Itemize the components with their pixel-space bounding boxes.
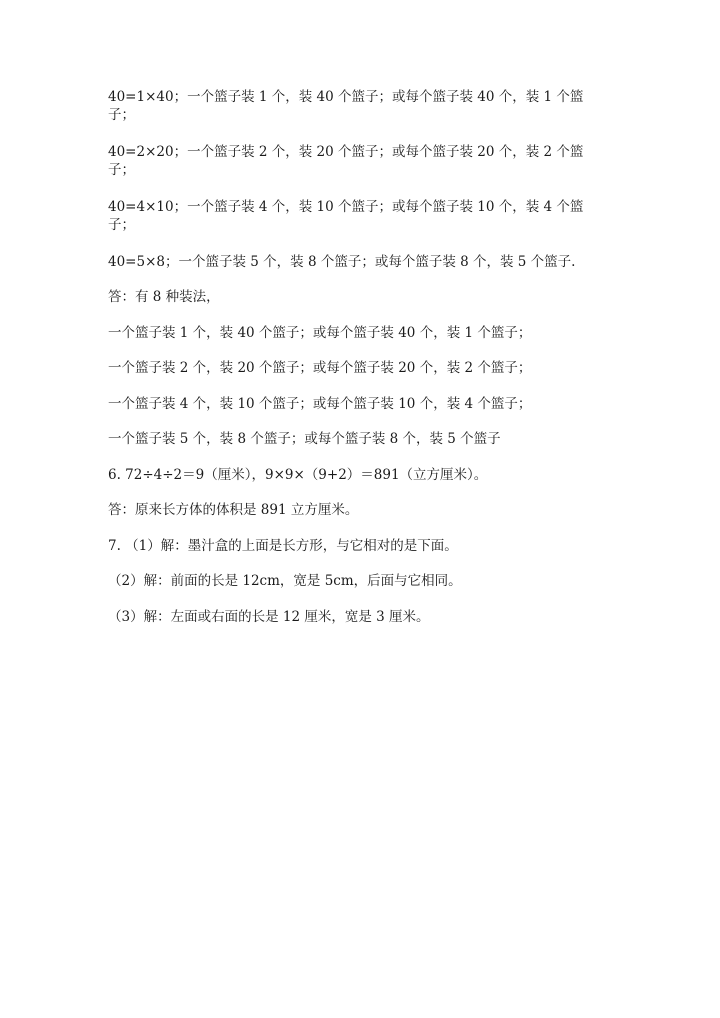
answer-line-1: 一个篮子装 1 个，装 40 个篮子；或每个篮子装 40 个，装 1 个篮子； — [108, 325, 532, 341]
problem-7-part-3: （3）解：左面或右面的长是 12 厘米，宽是 3 厘米。 — [108, 609, 430, 625]
problem-6-answer: 答：原来长方体的体积是 891 立方厘米。 — [108, 502, 359, 518]
answer-8-ways: 答：有 8 种装法， — [108, 289, 220, 305]
paragraph-40-eq-2x20: 40=2×20；一个篮子装 2 个，装 20 个篮子；或每个篮子装 20 个，装 2 个篮子； — [108, 144, 584, 178]
answer-line-4: 一个篮子装 5 个，装 8 个篮子；或每个篮子装 8 个，装 5 个篮子 — [108, 431, 501, 447]
paragraph-40-eq-5x8: 40=5×8；一个篮子装 5 个，装 8 个篮子；或每个篮子装 8 个，装 5 个篮子. — [108, 254, 576, 270]
problem-7-part-2: （2）解：前面的长是 12cm，宽是 5cm，后面与它相同。 — [108, 573, 462, 589]
paragraph-40-eq-1x40: 40=1×40；一个篮子装 1 个，装 40 个篮子；或每个篮子装 40 个，装 1 个篮子； — [108, 89, 584, 123]
problem-6-calculation: 6. 72÷4÷2＝9（厘米），9×9×（9+2）＝891（立方厘米）。 — [108, 467, 488, 483]
problem-7-part-1: 7. （1）解：墨汁盒的上面是长方形，与它相对的是下面。 — [108, 538, 458, 554]
answer-line-2: 一个篮子装 2 个，装 20 个篮子；或每个篮子装 20 个，装 2 个篮子； — [108, 360, 532, 376]
answer-line-3: 一个篮子装 4 个，装 10 个篮子；或每个篮子装 10 个，装 4 个篮子； — [108, 396, 532, 412]
paragraph-40-eq-4x10: 40=4×10；一个篮子装 4 个，装 10 个篮子；或每个篮子装 10 个，装 4 个篮子； — [108, 199, 584, 233]
